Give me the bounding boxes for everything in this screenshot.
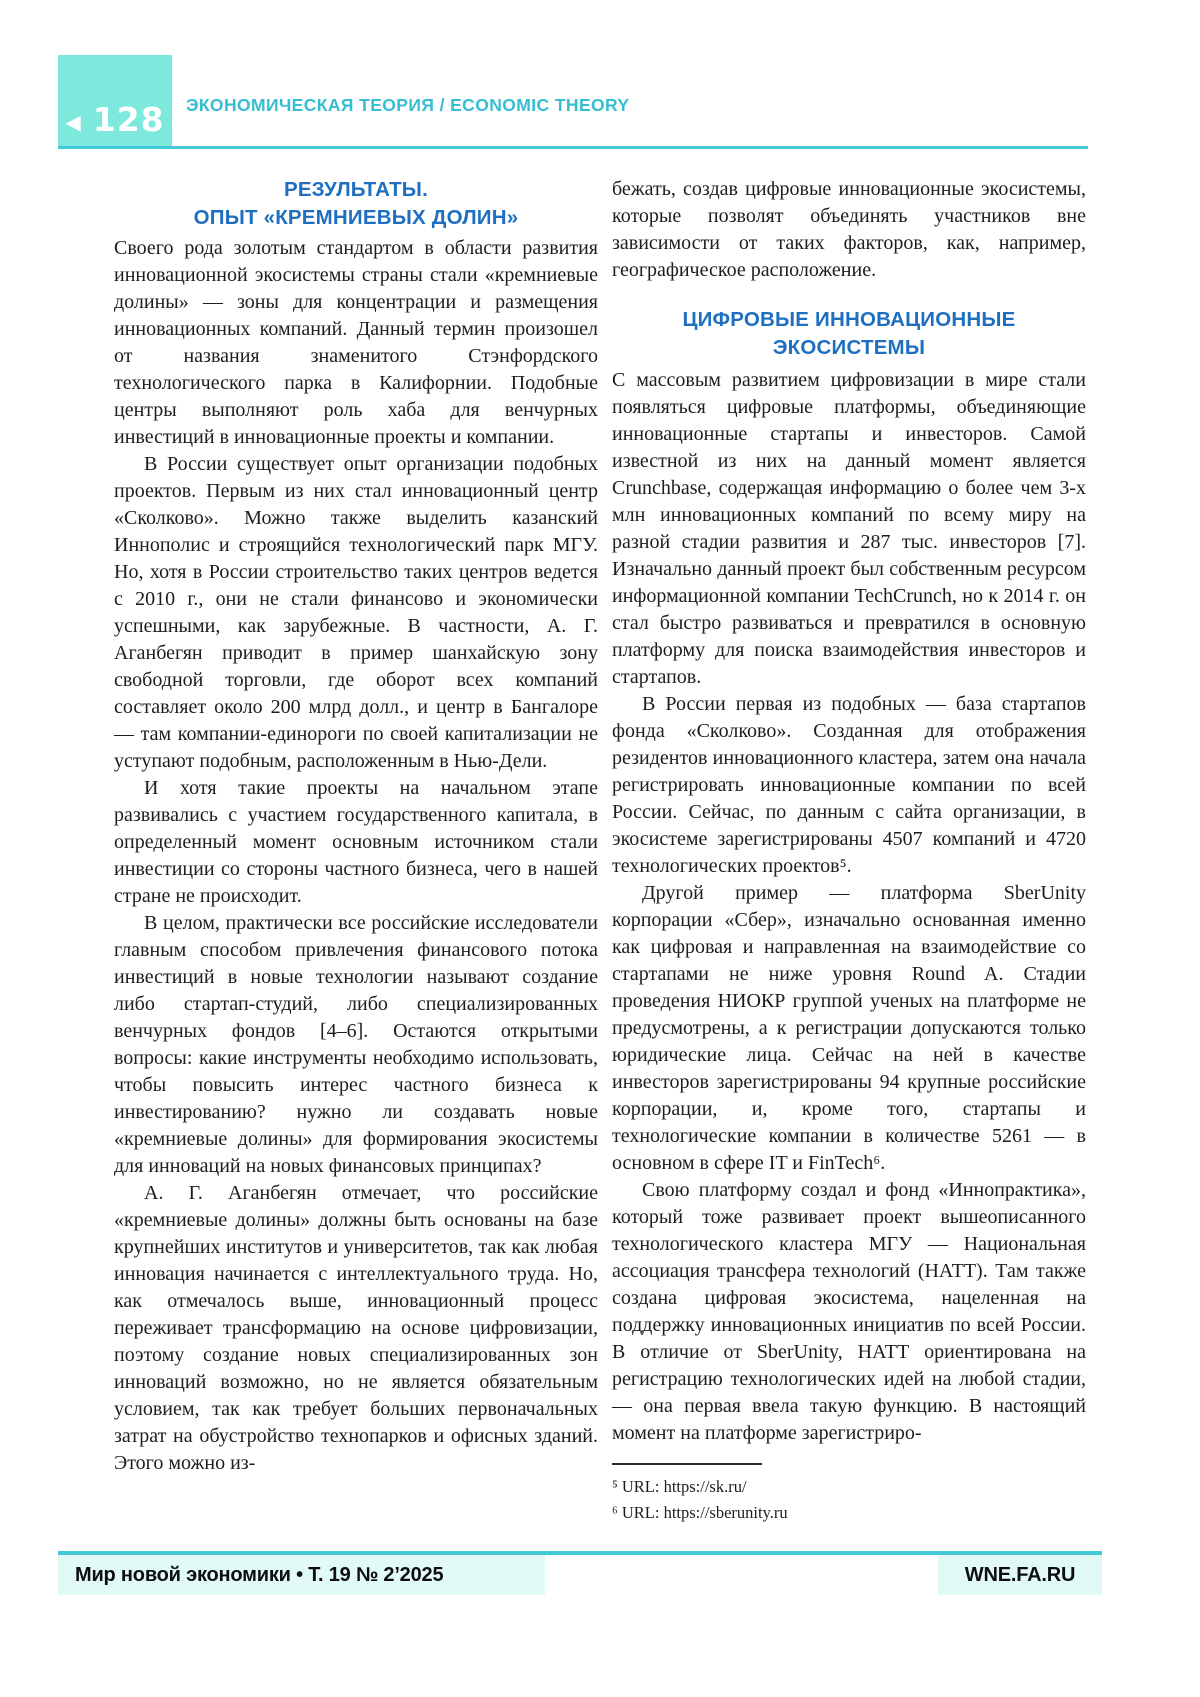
left-column [114, 176, 598, 1477]
footnote-list [612, 1474, 1086, 1526]
paragraph: А. Г. Аганбегян отмечает, что российские «кремниевые долины» должны быть основаны на базе крупнейших институтов и университетов, так как любая инновация начинается с интеллектуального труда. Но, как отмечалось выше, инновационный процесс переживает трансформацию на основе цифровизации, поэтому создание новых специализированных зон инноваций возможно, но не является обязательным условием, так как требует больших первоначальных затрат на обустройство технопарков и офисных зданий. Этого можно из- [114, 1182, 598, 1474]
page-number-badge [58, 55, 172, 146]
paragraph: В целом, практически все российские исследователи главным способом привлечения финансового потока инвестиций в новые технологии называют создание либо стартап-студий, либо специализированных венчурных фондов [4–6]. Остаются открытыми вопросы: какие инструменты необходимо использовать, чтобы повысить интерес частного бизнеса к инвестированию? нужно ли создавать новые «кремниевые долины» для формирования экосистемы для инноваций на новых финансовых принципах? [114, 912, 598, 1177]
running-head: ЭКОНОМИЧЕСКАЯ ТЕОРИЯ / ECONOMIC THEORY [186, 95, 630, 115]
page-number: 128 [92, 100, 165, 139]
section-heading-results: РЕЗУЛЬТАТЫ. ОПЫТ «КРЕМНИЕВЫХ ДОЛИН» [193, 178, 519, 229]
paragraph: бежать, создав цифровые инновационные экосистемы, которые позволят объединять участников вне зависимости от таких факторов, как, например, географическое расположение. [612, 178, 1086, 281]
footnote: ⁵ URL: https://sk.ru/ [612, 1477, 747, 1496]
section-heading-digital-ecosystems: ЦИФРОВЫЕ ИННОВАЦИОННЫЕ ЭКОСИСТЕМЫ [682, 308, 1016, 359]
header-rule [58, 146, 1088, 149]
footer-journal-block [58, 1555, 545, 1595]
footnotes-block [612, 1463, 1086, 1526]
right-column-paragraphs [612, 367, 1086, 1447]
right-column [612, 176, 1086, 1526]
footnote-divider [612, 1463, 762, 1465]
paragraph: В России первая из подобных — база стартапов фонда «Сколково». Созданная для отображения резидентов инновационного кластера, затем она начала регистрировать инновационные компании по всей России. Сейчас, по данным с сайта организации, в экосистеме зарегистрированы 4507 компаний и 4720 технологических проектов⁵. [612, 693, 1086, 877]
page-footer [58, 1551, 1102, 1595]
paragraph: Свою платформу создал и фонд «Иннопрактика», который тоже развивает проект вышеописанного технологического кластера МГУ — Национальная ассоциация трансфера технологий (НАТТ). Там также создана цифровая экосистема, нацеленная на поддержку инновационных инициатив по всей России. В отличие от SberUnity, НАТТ ориентирована на регистрацию технологических идей на любой стадии,— она первая ввела такую функцию. В настоящий момент на платформе зарегистриро- [612, 1179, 1086, 1444]
paragraph: В России существует опыт организации подобных проектов. Первым из них стал инновационный центр «Сколково». Можно также выделить казанский Иннополис и строящийся технологический парк МГУ. Но, хотя в России строительство таких центров ведется с 2010 г., они не стали финансово и экономически успешными, как зарубежные. В частности, А. Г. Аганбегян приводит в пример шанхайскую зону свободной торговли, где оборот всех компаний составляет около 200 млрд долл., и центр в Бангалоре — там компании-единороги по своей капитализации не уступают подобным, расположенным в Нью-Дели. [114, 453, 598, 772]
paragraph: И хотя такие проекты на начальном этапе развивались с участием государственного капитала, в определенный момент основным источником стали инвестиции со стороны частного бизнеса, чего в нашей стране не происходит. [114, 777, 598, 907]
footer-site-url: WNE.FA.RU [964, 1563, 1076, 1586]
back-arrow-icon: ◀ [65, 110, 81, 134]
footer-site-block [938, 1555, 1102, 1595]
left-column-paragraphs [114, 235, 598, 1477]
footnote: ⁶ URL: https://sberunity.ru [612, 1503, 788, 1522]
paragraph: С массовым развитием цифровизации в мире стали появляться цифровые платформы, объединяющие инновационные стартапы и инвесторов. Самой известной из них на данный момент является Crunchbase, содержащая информацию о более чем 3-х млн инновационных компаний по всему миру на разной стадии развития и 287 тыс. инвесторов [7]. Изначально данный проект был собственным ресурсом информационной компании TechCrunch, но к 2014 г. он стал быстро развиваться и превратился в основную платформу для поиска взаимодействия инвесторов и стартапов. [612, 369, 1086, 688]
paragraph: Другой пример — платформа SberUnity корпорации «Сбер», изначально основанная именно как цифровая и направленная на взаимодействие со стартапами не ниже уровня Round A. Стадии проведения НИОКР группой ученых на платформе не предусмотрены, а к регистрации допускаются только юридические лица. Сейчас на ней в качестве инвесторов зарегистрированы 94 крупные российские корпорации, и, кроме того, стартапы и технологические компании в количестве 5261 — в основном в сфере IT и FinTech⁶. [612, 882, 1086, 1174]
right-column-lead-paragraphs [612, 176, 1086, 284]
footer-journal-title: Мир новой экономики • Т. 19 № 2’2025 [75, 1563, 444, 1586]
paragraph: Своего рода золотым стандартом в области развития инновационной экосистемы страны стали «кремниевые долины» — зоны для концентрации и размещения инновационных компаний. Данный термин произошел от названия знаменитого Стэнфордского технологического парка в Калифорнии. Подобные центры выполняют роль хаба для венчурных инвестиций в инновационные проекты и компании. [114, 237, 598, 448]
